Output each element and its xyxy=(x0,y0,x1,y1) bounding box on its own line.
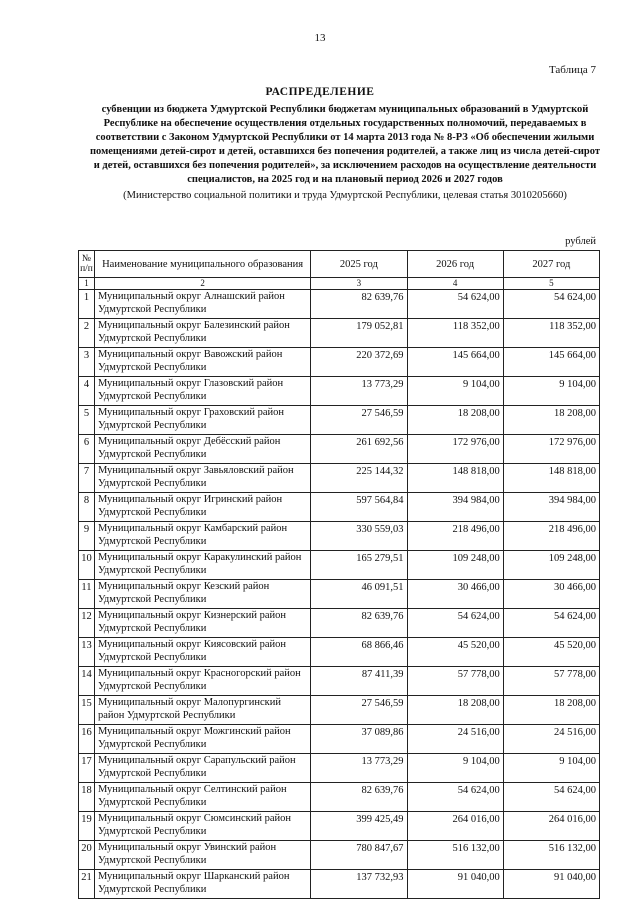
row-number: 16 xyxy=(79,725,95,754)
column-number-row xyxy=(79,278,600,290)
row-value-2026: 516 132,00 xyxy=(407,841,503,870)
table-row xyxy=(79,870,600,899)
row-name: Муниципальный округ Игринский район Удмуртской Республики xyxy=(94,493,310,522)
row-value-2027: 9 104,00 xyxy=(503,754,599,783)
row-value-2027: 218 496,00 xyxy=(503,522,599,551)
row-name: Муниципальный округ Каракулинский район Удмуртской Республики xyxy=(94,551,310,580)
row-number: 8 xyxy=(79,493,95,522)
table-row xyxy=(79,667,600,696)
row-name: Муниципальный округ Завьяловский район Удмуртской Республики xyxy=(94,464,310,493)
row-number: 9 xyxy=(79,522,95,551)
row-name: Муниципальный округ Красногорский район Удмуртской Республики xyxy=(94,667,310,696)
column-number: 1 xyxy=(79,278,95,290)
row-value-2025: 330 559,03 xyxy=(311,522,407,551)
page-number: 13 xyxy=(314,32,326,44)
row-value-2025: 13 773,29 xyxy=(311,754,407,783)
header-2026: 2026 год xyxy=(407,251,503,278)
table-row xyxy=(79,841,600,870)
row-name: Муниципальный округ Шарканский район Удмуртской Республики xyxy=(94,870,310,899)
table-row xyxy=(79,493,600,522)
row-value-2027: 148 818,00 xyxy=(503,464,599,493)
table-row xyxy=(79,754,600,783)
row-name: Муниципальный округ Алнашский район Удмуртской Республики xyxy=(94,290,310,319)
table-row xyxy=(79,522,600,551)
row-value-2025: 597 564,84 xyxy=(311,493,407,522)
row-value-2025: 165 279,51 xyxy=(311,551,407,580)
row-value-2027: 54 624,00 xyxy=(503,290,599,319)
row-value-2027: 24 516,00 xyxy=(503,725,599,754)
column-number: 3 xyxy=(311,278,407,290)
header-name: Наименование муниципального образования xyxy=(94,251,310,278)
row-number: 21 xyxy=(79,870,95,899)
table-row xyxy=(79,464,600,493)
row-value-2027: 18 208,00 xyxy=(503,406,599,435)
row-value-2026: 172 976,00 xyxy=(407,435,503,464)
table-row xyxy=(79,319,600,348)
table-row xyxy=(79,725,600,754)
row-value-2026: 24 516,00 xyxy=(407,725,503,754)
row-number: 10 xyxy=(79,551,95,580)
row-value-2025: 179 052,81 xyxy=(311,319,407,348)
table-row xyxy=(79,551,600,580)
table-row xyxy=(79,406,600,435)
row-name: Муниципальный округ Дебёсский район Удмуртской Республики xyxy=(94,435,310,464)
row-number: 4 xyxy=(79,377,95,406)
row-value-2025: 82 639,76 xyxy=(311,609,407,638)
row-value-2026: 109 248,00 xyxy=(407,551,503,580)
row-value-2027: 18 208,00 xyxy=(503,696,599,725)
document-subtitle: субвенции из бюджета Удмуртской Республики бюджетам муниципальных образований в Удмуртской Республике на обеспечение осуществления отдельных государственных полномочий, передаваемых в соответствии с Законом Удмуртской Республики от 14 марта 2013 года № 8-РЗ «Об обеспечении жилыми помещениями детей-сирот и детей, оставшихся без попечения родителей, а также лиц из числа детей-сирот и детей, оставшихся без попечения родителей», за исключением расходов на осуществление деятельности специалистов, на 2025 год и на плановый период 2026 и 2027 годов xyxy=(90,104,600,185)
row-number: 2 xyxy=(79,319,95,348)
row-value-2026: 148 818,00 xyxy=(407,464,503,493)
row-value-2026: 264 016,00 xyxy=(407,812,503,841)
row-value-2026: 145 664,00 xyxy=(407,348,503,377)
row-value-2027: 264 016,00 xyxy=(503,812,599,841)
table-row xyxy=(79,783,600,812)
row-number: 13 xyxy=(79,638,95,667)
row-value-2026: 57 778,00 xyxy=(407,667,503,696)
row-value-2026: 18 208,00 xyxy=(407,696,503,725)
column-number: 4 xyxy=(407,278,503,290)
row-value-2027: 45 520,00 xyxy=(503,638,599,667)
row-value-2026: 45 520,00 xyxy=(407,638,503,667)
row-name: Муниципальный округ Киясовский район Удмуртской Республики xyxy=(94,638,310,667)
row-name: Муниципальный округ Балезинский район Удмуртской Республики xyxy=(94,319,310,348)
allocation-table xyxy=(78,250,600,899)
row-value-2027: 57 778,00 xyxy=(503,667,599,696)
row-value-2026: 118 352,00 xyxy=(407,319,503,348)
table-row xyxy=(79,377,600,406)
row-name: Муниципальный округ Сюмсинский район Удмуртской Республики xyxy=(94,812,310,841)
header-number: № п/п xyxy=(79,251,95,278)
table-row xyxy=(79,580,600,609)
row-name: Муниципальный округ Кезский район Удмуртской Республики xyxy=(94,580,310,609)
row-name: Муниципальный округ Можгинский район Удмуртской Республики xyxy=(94,725,310,754)
row-value-2025: 87 411,39 xyxy=(311,667,407,696)
row-number: 6 xyxy=(79,435,95,464)
row-number: 5 xyxy=(79,406,95,435)
row-value-2026: 9 104,00 xyxy=(407,754,503,783)
currency-unit: рублей xyxy=(565,236,596,247)
row-value-2027: 172 976,00 xyxy=(503,435,599,464)
table-row xyxy=(79,435,600,464)
row-value-2025: 82 639,76 xyxy=(311,290,407,319)
document-note: (Министерство социальной политики и труда Удмуртской Республики, целевая статья 3010205660) xyxy=(123,190,567,201)
row-name: Муниципальный округ Малопургинский район Удмуртской Республики xyxy=(94,696,310,725)
row-number: 15 xyxy=(79,696,95,725)
row-value-2027: 91 040,00 xyxy=(503,870,599,899)
row-value-2025: 82 639,76 xyxy=(311,783,407,812)
row-name: Муниципальный округ Кизнерский район Удмуртской Республики xyxy=(94,609,310,638)
row-value-2025: 68 866,46 xyxy=(311,638,407,667)
row-value-2025: 46 091,51 xyxy=(311,580,407,609)
row-value-2025: 137 732,93 xyxy=(311,870,407,899)
row-number: 14 xyxy=(79,667,95,696)
row-value-2026: 18 208,00 xyxy=(407,406,503,435)
table-body xyxy=(79,290,600,899)
table-header-row xyxy=(79,251,600,278)
row-value-2027: 118 352,00 xyxy=(503,319,599,348)
row-name: Муниципальный округ Увинский район Удмуртской Республики xyxy=(94,841,310,870)
row-value-2025: 27 546,59 xyxy=(311,406,407,435)
row-value-2027: 109 248,00 xyxy=(503,551,599,580)
row-value-2026: 54 624,00 xyxy=(407,609,503,638)
row-value-2026: 91 040,00 xyxy=(407,870,503,899)
row-value-2027: 9 104,00 xyxy=(503,377,599,406)
table-row xyxy=(79,812,600,841)
row-value-2026: 54 624,00 xyxy=(407,290,503,319)
table-row xyxy=(79,348,600,377)
table-row xyxy=(79,696,600,725)
row-value-2025: 27 546,59 xyxy=(311,696,407,725)
header-2027: 2027 год xyxy=(503,251,599,278)
row-value-2025: 37 089,86 xyxy=(311,725,407,754)
row-value-2027: 145 664,00 xyxy=(503,348,599,377)
row-value-2026: 30 466,00 xyxy=(407,580,503,609)
table-label: Таблица 7 xyxy=(548,64,596,76)
row-value-2025: 13 773,29 xyxy=(311,377,407,406)
row-value-2027: 30 466,00 xyxy=(503,580,599,609)
table-row xyxy=(79,609,600,638)
row-value-2027: 54 624,00 xyxy=(503,783,599,812)
header-2025: 2025 год xyxy=(311,251,407,278)
row-name: Муниципальный округ Камбарский район Удмуртской Республики xyxy=(94,522,310,551)
document-title: РАСПРЕДЕЛЕНИЕ xyxy=(265,86,375,98)
row-number: 18 xyxy=(79,783,95,812)
row-value-2025: 225 144,32 xyxy=(311,464,407,493)
row-number: 20 xyxy=(79,841,95,870)
row-value-2026: 54 624,00 xyxy=(407,783,503,812)
row-value-2026: 218 496,00 xyxy=(407,522,503,551)
row-name: Муниципальный округ Селтинский район Удмуртской Республики xyxy=(94,783,310,812)
row-number: 19 xyxy=(79,812,95,841)
row-value-2025: 261 692,56 xyxy=(311,435,407,464)
row-number: 7 xyxy=(79,464,95,493)
column-number: 2 xyxy=(94,278,310,290)
row-value-2027: 516 132,00 xyxy=(503,841,599,870)
table-row xyxy=(79,638,600,667)
row-name: Муниципальный округ Вавожский район Удмуртской Республики xyxy=(94,348,310,377)
row-value-2025: 399 425,49 xyxy=(311,812,407,841)
row-number: 12 xyxy=(79,609,95,638)
row-value-2026: 394 984,00 xyxy=(407,493,503,522)
column-number: 5 xyxy=(503,278,599,290)
row-name: Муниципальный округ Сарапульский район Удмуртской Республики xyxy=(94,754,310,783)
row-value-2025: 780 847,67 xyxy=(311,841,407,870)
row-number: 1 xyxy=(79,290,95,319)
row-number: 17 xyxy=(79,754,95,783)
row-value-2025: 220 372,69 xyxy=(311,348,407,377)
row-value-2026: 9 104,00 xyxy=(407,377,503,406)
row-number: 11 xyxy=(79,580,95,609)
row-value-2027: 54 624,00 xyxy=(503,609,599,638)
row-number: 3 xyxy=(79,348,95,377)
row-name: Муниципальный округ Глазовский район Удмуртской Республики xyxy=(94,377,310,406)
table-row xyxy=(79,290,600,319)
row-name: Муниципальный округ Граховский район Удмуртской Республики xyxy=(94,406,310,435)
row-value-2027: 394 984,00 xyxy=(503,493,599,522)
